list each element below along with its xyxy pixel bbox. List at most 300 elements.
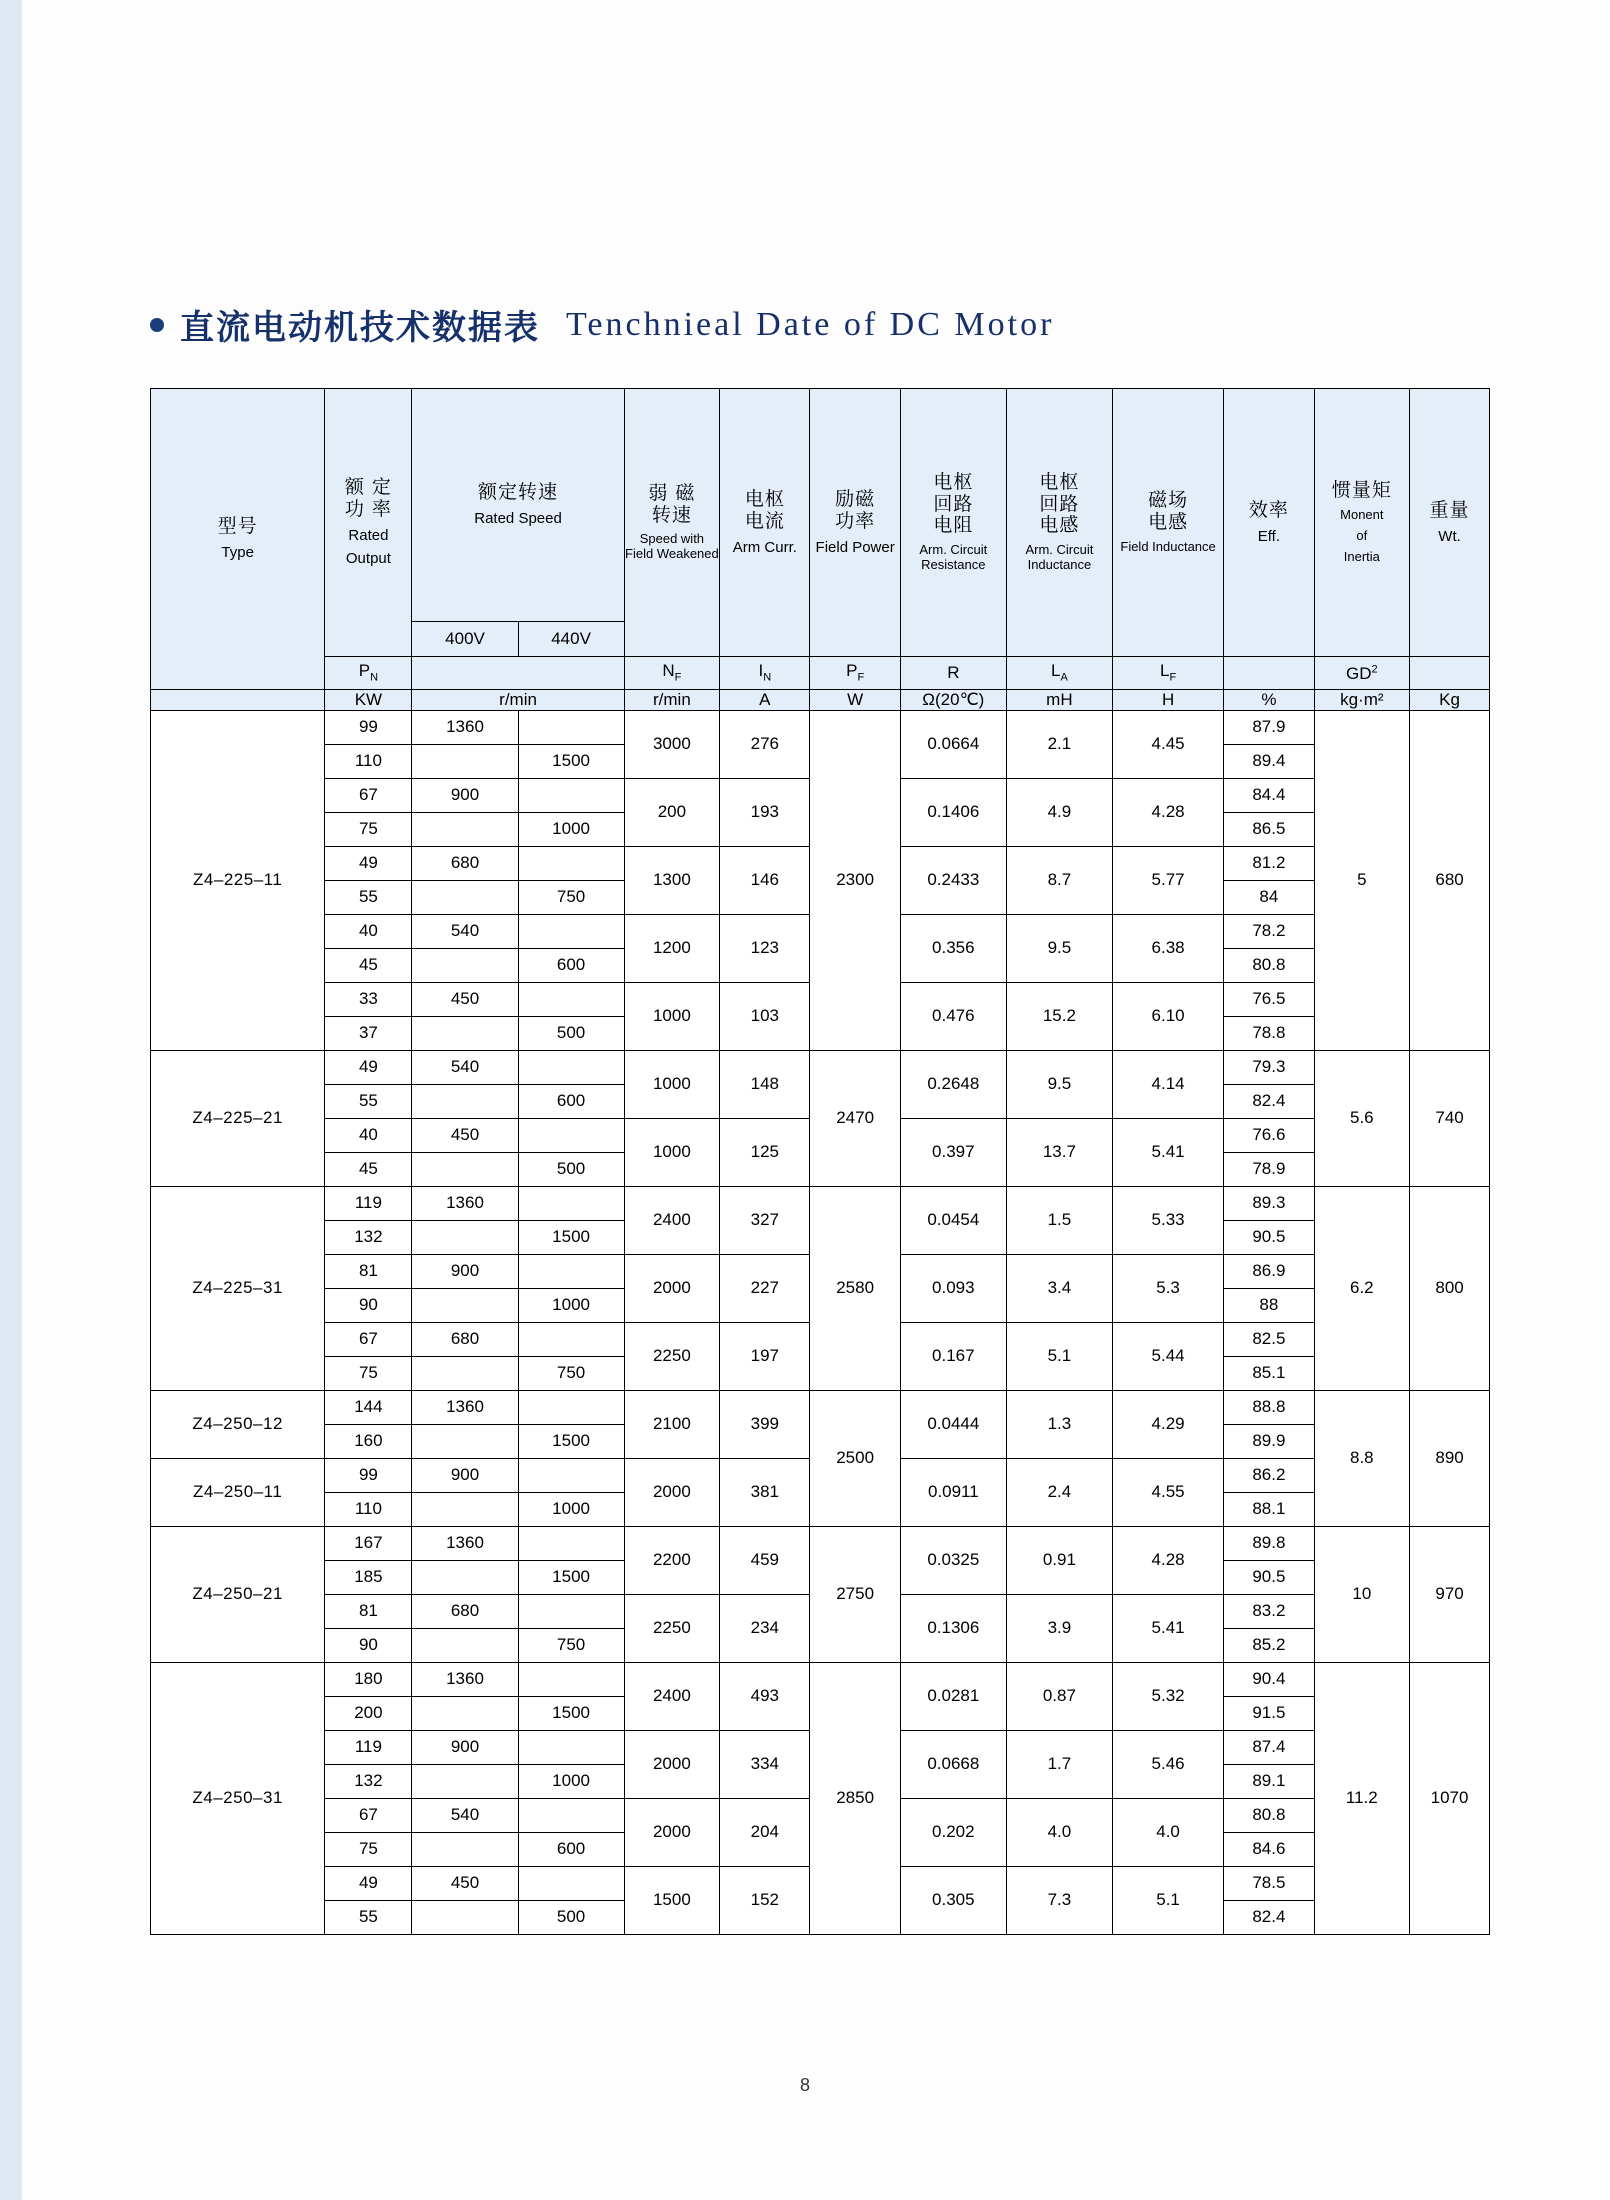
cell-arm-circuit-inductance: 8.7 xyxy=(1006,846,1112,914)
cell-speed-400v: 1360 xyxy=(412,1390,518,1424)
cell-rated-output: 200 xyxy=(325,1696,412,1730)
cell-efficiency: 89.4 xyxy=(1224,744,1314,778)
cell-arm-circuit-resistance: 0.202 xyxy=(900,1798,1006,1866)
cell-speed-440v: 1000 xyxy=(518,1288,624,1322)
cell-speed-440v xyxy=(518,1526,624,1560)
cell-speed-440v xyxy=(518,1866,624,1900)
cell-speed-400v: 1360 xyxy=(412,1186,518,1220)
cell-rated-output: 55 xyxy=(325,880,412,914)
cell-speed-field-weakened: 2100 xyxy=(624,1390,720,1458)
cell-speed-440v: 600 xyxy=(518,1084,624,1118)
cell-speed-field-weakened: 2250 xyxy=(624,1322,720,1390)
cell-speed-440v: 500 xyxy=(518,1152,624,1186)
unit-arm-inductance: mH xyxy=(1006,690,1112,711)
cell-field-inductance: 6.10 xyxy=(1112,982,1223,1050)
cell-speed-440v: 1000 xyxy=(518,1492,624,1526)
cell-speed-400v xyxy=(412,1356,518,1390)
unit-inertia: kg·m² xyxy=(1314,690,1410,711)
cell-speed-440v xyxy=(518,778,624,812)
cell-arm-circuit-inductance: 7.3 xyxy=(1006,1866,1112,1934)
cell-arm-circuit-resistance: 0.476 xyxy=(900,982,1006,1050)
cell-arm-circuit-resistance: 0.167 xyxy=(900,1322,1006,1390)
cell-rated-output: 40 xyxy=(325,914,412,948)
cell-field-inductance: 5.1 xyxy=(1112,1866,1223,1934)
header-field-inductance: 磁场 电感 Field Inductance xyxy=(1112,389,1223,657)
cell-rated-output: 67 xyxy=(325,778,412,812)
cell-speed-400v: 680 xyxy=(412,1594,518,1628)
cell-rated-output: 75 xyxy=(325,812,412,846)
cell-arm-curr: 125 xyxy=(720,1118,810,1186)
cell-speed-440v xyxy=(518,1050,624,1084)
table-row xyxy=(151,1050,1490,1084)
cell-speed-400v xyxy=(412,812,518,846)
cell-efficiency: 86.5 xyxy=(1224,812,1314,846)
cell-speed-440v: 1000 xyxy=(518,1764,624,1798)
cell-speed-field-weakened: 2000 xyxy=(624,1730,720,1798)
cell-efficiency: 82.4 xyxy=(1224,1084,1314,1118)
cell-efficiency: 88 xyxy=(1224,1288,1314,1322)
cell-efficiency: 81.2 xyxy=(1224,846,1314,880)
unit-rated-speed: r/min xyxy=(412,690,624,711)
symbol-nf: $N_F$ xyxy=(624,657,720,690)
cell-field-inductance: 4.28 xyxy=(1112,778,1223,846)
cell-speed-400v: 540 xyxy=(412,914,518,948)
cell-efficiency: 90.5 xyxy=(1224,1220,1314,1254)
cell-speed-440v: 1500 xyxy=(518,1696,624,1730)
cell-arm-circuit-inductance: 5.1 xyxy=(1006,1322,1112,1390)
cell-speed-400v xyxy=(412,1492,518,1526)
cell-efficiency: 84.4 xyxy=(1224,778,1314,812)
cell-speed-440v xyxy=(518,1662,624,1696)
cell-arm-curr: 276 xyxy=(720,710,810,778)
cell-arm-circuit-inductance: 3.9 xyxy=(1006,1594,1112,1662)
cell-rated-output: 37 xyxy=(325,1016,412,1050)
cell-arm-circuit-resistance: 0.0911 xyxy=(900,1458,1006,1526)
cell-efficiency: 79.3 xyxy=(1224,1050,1314,1084)
cell-speed-400v: 680 xyxy=(412,846,518,880)
cell-speed-field-weakened: 2000 xyxy=(624,1458,720,1526)
cell-field-inductance: 4.55 xyxy=(1112,1458,1223,1526)
symbol-lf: $L_F$ xyxy=(1112,657,1223,690)
cell-rated-output: 40 xyxy=(325,1118,412,1152)
cell-speed-400v: 1360 xyxy=(412,1526,518,1560)
page-number: 8 xyxy=(799,2075,810,2095)
table-body xyxy=(151,710,1490,1934)
bullet-icon xyxy=(150,318,164,332)
cell-speed-440v xyxy=(518,1186,624,1220)
cell-efficiency: 78.2 xyxy=(1224,914,1314,948)
cell-speed-field-weakened: 2000 xyxy=(624,1798,720,1866)
cell-speed-400v xyxy=(412,1832,518,1866)
cell-field-inductance: 5.41 xyxy=(1112,1118,1223,1186)
cell-arm-circuit-resistance: 0.1306 xyxy=(900,1594,1006,1662)
cell-field-inductance: 4.14 xyxy=(1112,1050,1223,1118)
unit-resistance: Ω(20℃) xyxy=(900,690,1006,711)
cell-efficiency: 91.5 xyxy=(1224,1696,1314,1730)
cell-type: Z4–250–12 xyxy=(151,1390,325,1458)
cell-rated-output: 55 xyxy=(325,1900,412,1934)
cell-efficiency: 84.6 xyxy=(1224,1832,1314,1866)
cell-rated-output: 132 xyxy=(325,1220,412,1254)
cell-speed-440v: 1500 xyxy=(518,1560,624,1594)
cell-speed-440v: 750 xyxy=(518,1356,624,1390)
cell-field-power: 2850 xyxy=(810,1662,900,1934)
header-440v: 440V xyxy=(518,622,624,657)
cell-speed-400v xyxy=(412,948,518,982)
cell-efficiency: 88.8 xyxy=(1224,1390,1314,1424)
cell-arm-curr: 148 xyxy=(720,1050,810,1118)
cell-inertia: 8.8 xyxy=(1314,1390,1410,1526)
cell-arm-curr: 399 xyxy=(720,1390,810,1458)
cell-speed-field-weakened: 2250 xyxy=(624,1594,720,1662)
cell-efficiency: 85.2 xyxy=(1224,1628,1314,1662)
cell-inertia: 11.2 xyxy=(1314,1662,1410,1934)
cell-arm-curr: 193 xyxy=(720,778,810,846)
cell-speed-440v xyxy=(518,710,624,744)
cell-speed-field-weakened: 1200 xyxy=(624,914,720,982)
cell-speed-440v: 1500 xyxy=(518,744,624,778)
cell-arm-curr: 152 xyxy=(720,1866,810,1934)
cell-arm-circuit-inductance: 0.91 xyxy=(1006,1526,1112,1594)
cell-arm-circuit-inductance: 3.4 xyxy=(1006,1254,1112,1322)
cell-weight: 890 xyxy=(1410,1390,1490,1526)
cell-efficiency: 80.8 xyxy=(1224,948,1314,982)
symbol-pf: $P_F$ xyxy=(810,657,900,690)
cell-arm-circuit-inductance: 13.7 xyxy=(1006,1118,1112,1186)
cell-field-power: 2580 xyxy=(810,1186,900,1390)
header-rated-speed: 额定转速 Rated Speed xyxy=(412,389,624,622)
page-left-strip xyxy=(0,0,22,2200)
cell-rated-output: 167 xyxy=(325,1526,412,1560)
symbol-in: $I_N$ xyxy=(720,657,810,690)
cell-speed-400v xyxy=(412,744,518,778)
cell-arm-curr: 381 xyxy=(720,1458,810,1526)
dc-motor-spec-table xyxy=(150,388,1490,1935)
cell-type: Z4–225–11 xyxy=(151,710,325,1050)
cell-speed-400v: 900 xyxy=(412,1730,518,1764)
table-row xyxy=(151,710,1490,744)
cell-rated-output: 180 xyxy=(325,1662,412,1696)
cell-efficiency: 89.9 xyxy=(1224,1424,1314,1458)
title-chinese: 直流电动机技术数据表 xyxy=(180,308,540,348)
cell-rated-output: 99 xyxy=(325,710,412,744)
cell-speed-440v: 600 xyxy=(518,1832,624,1866)
symbol-la: $L_A$ xyxy=(1006,657,1112,690)
cell-speed-field-weakened: 2200 xyxy=(624,1526,720,1594)
cell-arm-curr: 103 xyxy=(720,982,810,1050)
cell-speed-440v: 600 xyxy=(518,948,624,982)
cell-type: Z4–225–31 xyxy=(151,1186,325,1390)
cell-efficiency: 83.2 xyxy=(1224,1594,1314,1628)
cell-field-power: 2300 xyxy=(810,710,900,1050)
cell-rated-output: 119 xyxy=(325,1730,412,1764)
cell-weight: 1070 xyxy=(1410,1662,1490,1934)
cell-arm-curr: 327 xyxy=(720,1186,810,1254)
cell-rated-output: 55 xyxy=(325,1084,412,1118)
cell-field-inductance: 4.45 xyxy=(1112,710,1223,778)
cell-speed-field-weakened: 1000 xyxy=(624,982,720,1050)
cell-speed-400v xyxy=(412,1016,518,1050)
cell-arm-circuit-resistance: 0.2648 xyxy=(900,1050,1006,1118)
cell-arm-circuit-inductance: 2.4 xyxy=(1006,1458,1112,1526)
cell-arm-circuit-inductance: 9.5 xyxy=(1006,1050,1112,1118)
cell-field-inductance: 5.41 xyxy=(1112,1594,1223,1662)
unit-type xyxy=(151,690,325,711)
unit-field-power: W xyxy=(810,690,900,711)
table-row xyxy=(151,1390,1490,1424)
cell-arm-circuit-resistance: 0.0664 xyxy=(900,710,1006,778)
header-400v: 400V xyxy=(412,622,518,657)
symbol-rated-speed xyxy=(412,657,624,690)
cell-arm-curr: 197 xyxy=(720,1322,810,1390)
symbol-wt xyxy=(1410,657,1490,690)
cell-speed-400v xyxy=(412,1424,518,1458)
unit-efficiency: % xyxy=(1224,690,1314,711)
cell-rated-output: 49 xyxy=(325,1866,412,1900)
header-field-power: 励磁 功率 Field Power xyxy=(810,389,900,657)
cell-speed-440v: 750 xyxy=(518,1628,624,1662)
table-row xyxy=(151,1662,1490,1696)
cell-inertia: 5.6 xyxy=(1314,1050,1410,1186)
cell-speed-400v: 450 xyxy=(412,1118,518,1152)
symbol-r: R xyxy=(900,657,1006,690)
cell-rated-output: 90 xyxy=(325,1288,412,1322)
header-efficiency: 效率 Eff. xyxy=(1224,389,1314,657)
cell-efficiency: 87.9 xyxy=(1224,710,1314,744)
cell-rated-output: 75 xyxy=(325,1356,412,1390)
cell-efficiency: 90.5 xyxy=(1224,1560,1314,1594)
cell-field-inductance: 5.33 xyxy=(1112,1186,1223,1254)
cell-speed-400v: 900 xyxy=(412,778,518,812)
cell-arm-circuit-resistance: 0.0444 xyxy=(900,1390,1006,1458)
cell-inertia: 5 xyxy=(1314,710,1410,1050)
page-title xyxy=(150,300,1054,349)
cell-rated-output: 81 xyxy=(325,1594,412,1628)
cell-arm-circuit-resistance: 0.0281 xyxy=(900,1662,1006,1730)
cell-rated-output: 67 xyxy=(325,1322,412,1356)
cell-speed-400v: 540 xyxy=(412,1798,518,1832)
cell-weight: 680 xyxy=(1410,710,1490,1050)
unit-rated-output: KW xyxy=(325,690,412,711)
cell-speed-400v xyxy=(412,1900,518,1934)
cell-arm-circuit-resistance: 0.1406 xyxy=(900,778,1006,846)
cell-arm-curr: 204 xyxy=(720,1798,810,1866)
cell-speed-440v xyxy=(518,1254,624,1288)
cell-speed-field-weakened: 2400 xyxy=(624,1662,720,1730)
cell-type: Z4–250–21 xyxy=(151,1526,325,1662)
cell-speed-400v: 680 xyxy=(412,1322,518,1356)
cell-speed-400v xyxy=(412,880,518,914)
unit-weight: Kg xyxy=(1410,690,1490,711)
cell-arm-circuit-resistance: 0.305 xyxy=(900,1866,1006,1934)
cell-weight: 970 xyxy=(1410,1526,1490,1662)
cell-efficiency: 88.1 xyxy=(1224,1492,1314,1526)
cell-speed-440v xyxy=(518,1730,624,1764)
cell-efficiency: 85.1 xyxy=(1224,1356,1314,1390)
symbol-gd2: $GD^2$ xyxy=(1314,657,1410,690)
cell-speed-440v xyxy=(518,1390,624,1424)
cell-efficiency: 89.1 xyxy=(1224,1764,1314,1798)
cell-arm-curr: 493 xyxy=(720,1662,810,1730)
title-english: Tenchnieal Date of DC Motor xyxy=(566,305,1055,343)
cell-speed-field-weakened: 2000 xyxy=(624,1254,720,1322)
cell-field-power: 2500 xyxy=(810,1390,900,1526)
unit-field-inductance: H xyxy=(1112,690,1223,711)
header-arm-circuit-resistance: 电枢 回路 电阻 Arm. Circuit Resistance xyxy=(900,389,1006,657)
cell-efficiency: 87.4 xyxy=(1224,1730,1314,1764)
cell-speed-400v xyxy=(412,1220,518,1254)
cell-arm-curr: 334 xyxy=(720,1730,810,1798)
cell-weight: 740 xyxy=(1410,1050,1490,1186)
cell-speed-400v: 900 xyxy=(412,1254,518,1288)
table-row xyxy=(151,1186,1490,1220)
cell-efficiency: 89.8 xyxy=(1224,1526,1314,1560)
cell-inertia: 10 xyxy=(1314,1526,1410,1662)
cell-field-inductance: 4.28 xyxy=(1112,1526,1223,1594)
cell-arm-circuit-inductance: 4.0 xyxy=(1006,1798,1112,1866)
cell-rated-output: 110 xyxy=(325,744,412,778)
cell-arm-circuit-inductance: 1.7 xyxy=(1006,1730,1112,1798)
cell-speed-field-weakened: 1500 xyxy=(624,1866,720,1934)
header-type: 型号 Type xyxy=(151,389,325,690)
cell-rated-output: 99 xyxy=(325,1458,412,1492)
cell-efficiency: 82.5 xyxy=(1224,1322,1314,1356)
cell-rated-output: 45 xyxy=(325,1152,412,1186)
header-weight: 重量 Wt. xyxy=(1410,389,1490,657)
cell-rated-output: 110 xyxy=(325,1492,412,1526)
cell-arm-curr: 234 xyxy=(720,1594,810,1662)
cell-field-inductance: 5.3 xyxy=(1112,1254,1223,1322)
cell-field-inductance: 5.77 xyxy=(1112,846,1223,914)
cell-rated-output: 75 xyxy=(325,1832,412,1866)
cell-speed-440v: 1000 xyxy=(518,812,624,846)
cell-rated-output: 119 xyxy=(325,1186,412,1220)
cell-efficiency: 78.5 xyxy=(1224,1866,1314,1900)
cell-arm-circuit-resistance: 0.0454 xyxy=(900,1186,1006,1254)
cell-speed-field-weakened: 3000 xyxy=(624,710,720,778)
cell-arm-curr: 123 xyxy=(720,914,810,982)
symbol-pn: $P_N$ xyxy=(325,657,412,690)
cell-speed-400v xyxy=(412,1560,518,1594)
cell-arm-circuit-inductance: 9.5 xyxy=(1006,914,1112,982)
unit-speed-fw: r/min xyxy=(624,690,720,711)
cell-arm-circuit-inductance: 4.9 xyxy=(1006,778,1112,846)
cell-efficiency: 78.8 xyxy=(1224,1016,1314,1050)
cell-speed-440v xyxy=(518,1322,624,1356)
cell-arm-circuit-resistance: 0.397 xyxy=(900,1118,1006,1186)
cell-speed-440v: 500 xyxy=(518,1900,624,1934)
header-speed-field-weakened: 弱 磁 转速 Speed with Field Weakened xyxy=(624,389,720,657)
cell-field-inductance: 5.44 xyxy=(1112,1322,1223,1390)
symbol-eff xyxy=(1224,657,1314,690)
cell-speed-field-weakened: 200 xyxy=(624,778,720,846)
cell-speed-400v: 900 xyxy=(412,1458,518,1492)
cell-efficiency: 84 xyxy=(1224,880,1314,914)
cell-speed-440v xyxy=(518,914,624,948)
cell-speed-400v: 1360 xyxy=(412,710,518,744)
cell-speed-440v xyxy=(518,846,624,880)
cell-field-power: 2750 xyxy=(810,1526,900,1662)
header-rated-output: 额 定 功 率 Rated Output xyxy=(325,389,412,657)
cell-arm-circuit-resistance: 0.356 xyxy=(900,914,1006,982)
cell-rated-output: 45 xyxy=(325,948,412,982)
cell-rated-output: 185 xyxy=(325,1560,412,1594)
cell-efficiency: 76.5 xyxy=(1224,982,1314,1016)
cell-field-power: 2470 xyxy=(810,1050,900,1186)
cell-speed-400v xyxy=(412,1288,518,1322)
header-inertia: 惯量矩 Monent of Inertia xyxy=(1314,389,1410,657)
cell-arm-circuit-resistance: 0.0668 xyxy=(900,1730,1006,1798)
header-arm-circuit-inductance: 电枢 回路 电感 Arm. Circuit Inductance xyxy=(1006,389,1112,657)
cell-arm-curr: 146 xyxy=(720,846,810,914)
cell-arm-circuit-inductance: 2.1 xyxy=(1006,710,1112,778)
cell-efficiency: 89.3 xyxy=(1224,1186,1314,1220)
cell-speed-field-weakened: 2400 xyxy=(624,1186,720,1254)
cell-rated-output: 160 xyxy=(325,1424,412,1458)
cell-speed-440v: 500 xyxy=(518,1016,624,1050)
unit-arm-curr: A xyxy=(720,690,810,711)
cell-weight: 800 xyxy=(1410,1186,1490,1390)
cell-speed-400v xyxy=(412,1084,518,1118)
cell-rated-output: 49 xyxy=(325,846,412,880)
cell-inertia: 6.2 xyxy=(1314,1186,1410,1390)
cell-efficiency: 80.8 xyxy=(1224,1798,1314,1832)
cell-rated-output: 81 xyxy=(325,1254,412,1288)
cell-speed-400v: 1360 xyxy=(412,1662,518,1696)
cell-speed-field-weakened: 1000 xyxy=(624,1118,720,1186)
cell-speed-400v: 540 xyxy=(412,1050,518,1084)
cell-speed-440v xyxy=(518,982,624,1016)
cell-field-inductance: 5.46 xyxy=(1112,1730,1223,1798)
cell-speed-field-weakened: 1000 xyxy=(624,1050,720,1118)
cell-speed-400v: 450 xyxy=(412,1866,518,1900)
cell-efficiency: 82.4 xyxy=(1224,1900,1314,1934)
cell-speed-440v: 1500 xyxy=(518,1220,624,1254)
cell-efficiency: 76.6 xyxy=(1224,1118,1314,1152)
cell-field-inductance: 5.32 xyxy=(1112,1662,1223,1730)
cell-speed-440v xyxy=(518,1458,624,1492)
cell-speed-440v xyxy=(518,1118,624,1152)
cell-efficiency: 78.9 xyxy=(1224,1152,1314,1186)
cell-efficiency: 86.9 xyxy=(1224,1254,1314,1288)
cell-arm-circuit-inductance: 1.3 xyxy=(1006,1390,1112,1458)
cell-rated-output: 90 xyxy=(325,1628,412,1662)
cell-type: Z4–250–31 xyxy=(151,1662,325,1934)
cell-speed-400v xyxy=(412,1696,518,1730)
cell-arm-circuit-inductance: 0.87 xyxy=(1006,1662,1112,1730)
cell-field-inductance: 4.29 xyxy=(1112,1390,1223,1458)
cell-rated-output: 67 xyxy=(325,1798,412,1832)
cell-speed-440v xyxy=(518,1594,624,1628)
cell-efficiency: 90.4 xyxy=(1224,1662,1314,1696)
cell-speed-400v xyxy=(412,1152,518,1186)
cell-rated-output: 132 xyxy=(325,1764,412,1798)
table-header xyxy=(151,389,1490,711)
cell-field-inductance: 6.38 xyxy=(1112,914,1223,982)
table-row xyxy=(151,1526,1490,1560)
cell-arm-curr: 459 xyxy=(720,1526,810,1594)
cell-arm-circuit-resistance: 0.093 xyxy=(900,1254,1006,1322)
cell-efficiency: 86.2 xyxy=(1224,1458,1314,1492)
cell-arm-circuit-resistance: 0.0325 xyxy=(900,1526,1006,1594)
header-arm-curr: 电枢 电流 Arm Curr. xyxy=(720,389,810,657)
cell-speed-400v xyxy=(412,1764,518,1798)
cell-type: Z4–225–21 xyxy=(151,1050,325,1186)
cell-speed-440v xyxy=(518,1798,624,1832)
cell-rated-output: 144 xyxy=(325,1390,412,1424)
cell-arm-circuit-resistance: 0.2433 xyxy=(900,846,1006,914)
cell-field-inductance: 4.0 xyxy=(1112,1798,1223,1866)
